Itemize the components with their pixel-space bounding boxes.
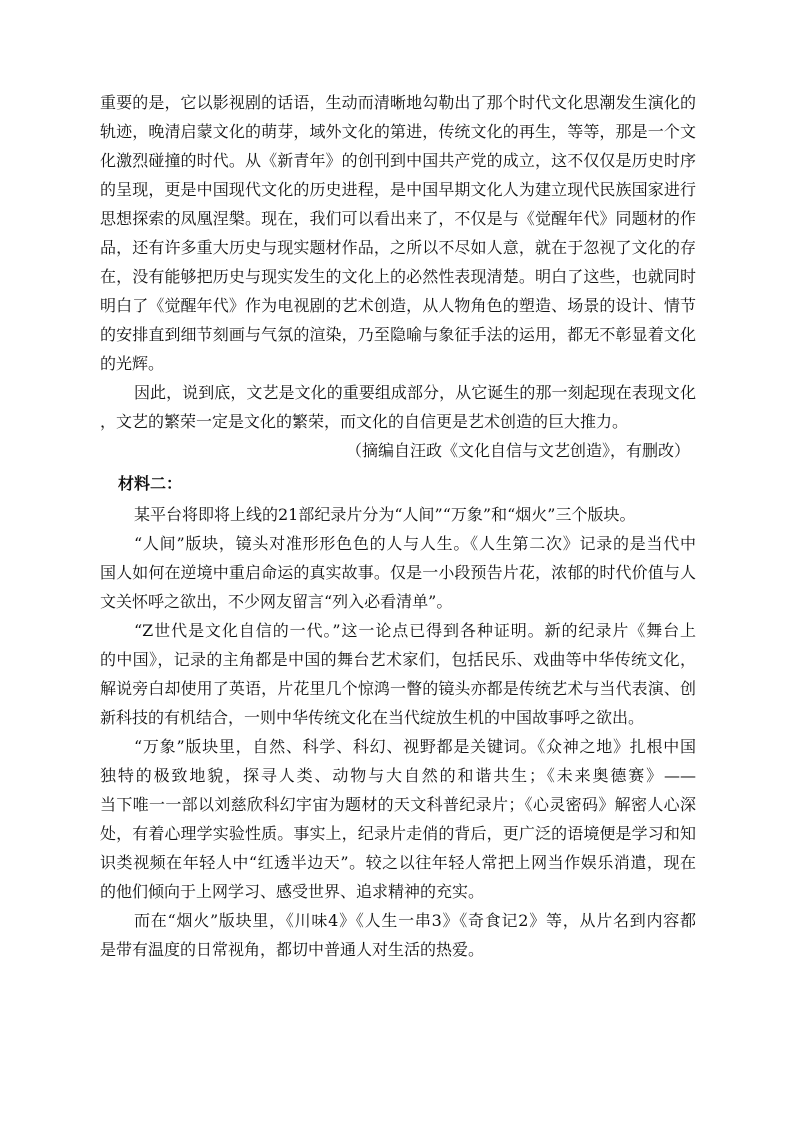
text-line: “万象”版块里，自然、科学、科幻、视野都是关键词。《众神之地》扎根中国 (134, 737, 696, 756)
paragraph-material1-2 (100, 378, 696, 436)
text-line: 处，有着心理学实验性质。事实上，纪录片走俏的背后，更广泛的语境便是学习和知 (100, 824, 696, 843)
text-line: 轨迹，晚清启蒙文化的萌芽，域外文化的第进，传统文化的再生，等等，那是一个文 (100, 122, 696, 141)
text-line: 国人如何在逆境中重启命运的真实故事。仅是一小段预告片花，浓郁的时代价值与人 (100, 563, 696, 582)
text-line: 是带有温度的日常视角，都切中普通人对生活的热爱。 (100, 940, 485, 959)
text-line: 因此，说到底，文艺是文化的重要组成部分，从它诞生的那一刻起现在表现文化 (134, 383, 696, 402)
text-line: 独特的极致地貌，探寻人类、动物与大自然的和谐共生；《未来奥德赛》—— (100, 766, 696, 785)
text-line: 的光辉。 (100, 354, 165, 373)
text-line: 的呈现，更是中国现代文化的历史进程，是中国早期文化人为建立现代民族国家进行 (100, 180, 696, 199)
text-line: 明白了《觉醒年代》作为电视剧的艺术创造，从人物角色的塑造、场景的设计、情节 (100, 296, 696, 315)
text-line: 重要的是，它以影视剧的话语，生动而清晰地勾勒出了那个时代文化思潮发生演化的 (100, 93, 696, 112)
source-citation: （摘编自汪政《文化自信与文艺创造》，有删改） (345, 441, 690, 460)
text-line: “人间”版块，镜头对准形形色色的人与人生。《人生第二次》记录的是当代中 (134, 534, 696, 553)
text-line: “Z世代是文化自信的一代。”这一论点已得到各种证明。新的纪录片《舞台上 (134, 621, 696, 640)
text-line: 的中国》，记录的主角都是中国的舞台艺术家们，包括民乐、戏曲等中华传统文化， (100, 650, 696, 669)
text-line: 解说旁白却使用了英语，片花里几个惊鸿一瞥的镜头亦都是传统艺术与当代表演、创 (100, 679, 696, 698)
text-line: 识类视频在年轻人中“红透半边天”。较之以往年轻人常把上网当作娱乐消遣，现在 (100, 853, 696, 872)
text-line: 思想探索的凤凰涅槃。现在，我们可以看出来了，不仅是与《觉醒年代》同题材的作 (100, 209, 696, 228)
paragraph-material2-4 (100, 732, 696, 906)
paragraph-material1-1 (100, 88, 696, 378)
text-line: 品，还有许多重大历史与现实题材作品，之所以不尽如人意，就在于忽视了文化的存 (100, 238, 696, 257)
text-line: 化激烈碰撞的时代。从《新青年》的创刊到中国共产党的成立，这不仅仅是历史时序 (100, 151, 696, 170)
text-line: 某平台将即将上线的21部纪录片分为“人间”“万象”和“烟火”三个版块。 (134, 505, 636, 524)
text-line: 在，没有能够把历史与现实发生的文化上的必然性表现清楚。明白了这些，也就同时 (100, 267, 696, 286)
text-line: 当下唯一一部以刘慈欣科幻宇宙为题材的天文科普纪录片；《心灵密码》解密人心深 (100, 795, 696, 814)
text-line: 新科技的有机结合，一则中华传统文化在当代绽放生机的中国故事呼之欲出。 (100, 708, 645, 727)
paragraph-material2-1 (100, 500, 696, 529)
text-line: 文关怀呼之欲出，不少网友留言“列入必看清单”。 (100, 592, 453, 611)
text-line: ，文艺的繁荣一定是文化的繁荣，而文化的自信更是艺术创造的巨大推力。 (100, 412, 629, 431)
paragraph-material2-2 (100, 529, 696, 616)
paragraph-material2-5 (100, 906, 696, 964)
text-line: 而在“烟火”版块里，《川味4》《人生一串3》《奇食记2》等，从片名到内容都 (134, 911, 696, 930)
document-body (100, 88, 696, 964)
text-line: 的安排直到细节刻画与气氛的渲染，乃至隐喻与象征手法的运用，都无不彰显着文化 (100, 325, 696, 344)
text-line: 的他们倾向于上网学习、感受世界、追求精神的充实。 (100, 882, 485, 901)
section-heading: 材料二： (118, 474, 183, 493)
paragraph-material2-3 (100, 616, 696, 732)
